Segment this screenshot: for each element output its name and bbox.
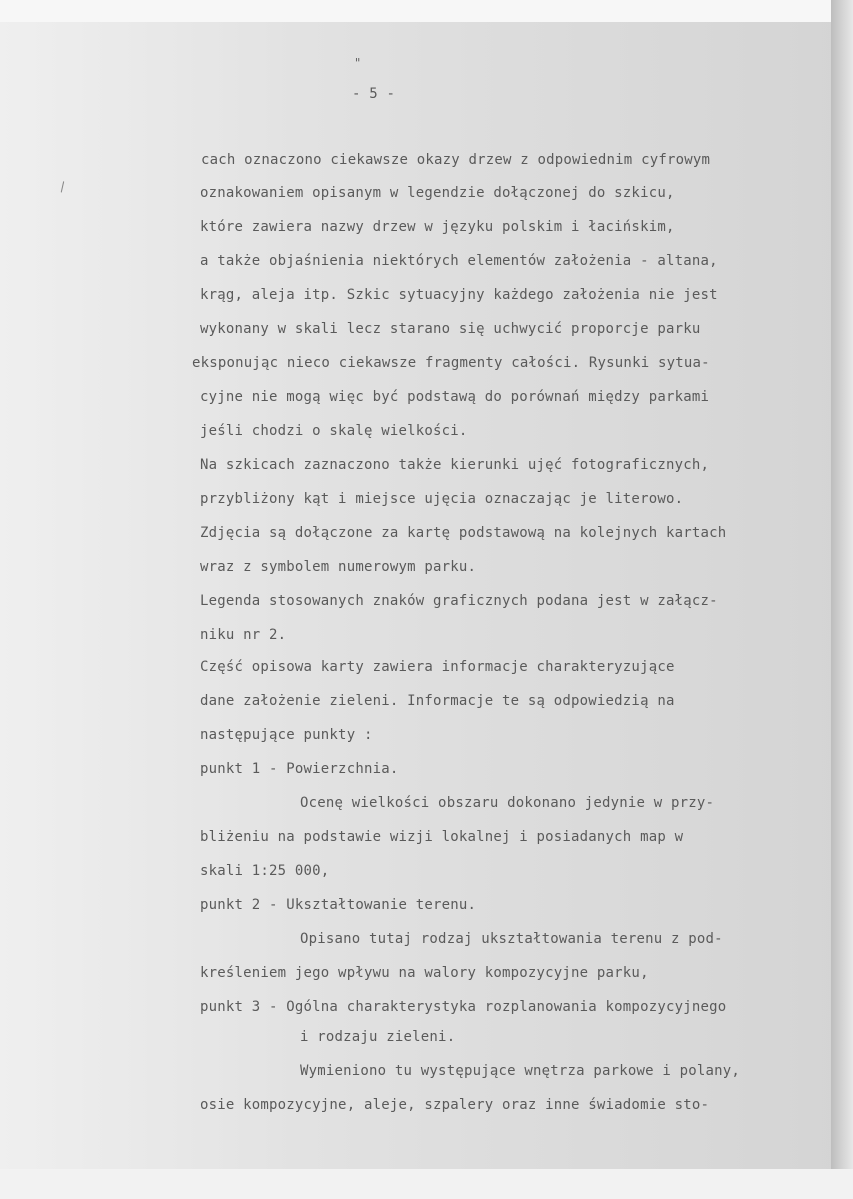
text-line: krąg, aleja itp. Szkic sytuacyjny każdego założenia nie jest bbox=[200, 287, 718, 303]
text-line: Opisano tutaj rodzaj ukształtowania terenu z pod- bbox=[300, 931, 723, 947]
text-line: Zdjęcia są dołączone za kartę podstawową na kolejnych kartach bbox=[200, 525, 727, 541]
text-line: Legenda stosowanych znaków graficznych podana jest w załącz- bbox=[200, 593, 718, 609]
text-line: Ocenę wielkości obszaru dokonano jedynie w przy- bbox=[300, 795, 715, 811]
text-line: cach oznaczono ciekawsze okazy drzew z odpowiednim cyfrowym bbox=[201, 152, 711, 168]
text-line: eksponując nieco ciekawsze fragmenty całości. Rysunki sytua- bbox=[192, 355, 710, 371]
text-line: wraz z symbolem numerowym parku. bbox=[200, 559, 477, 575]
text-line: a także objaśnienia niektórych elementów założenia - altana, bbox=[200, 253, 718, 269]
text-line: cyjne nie mogą więc być podstawą do porównań między parkami bbox=[200, 389, 710, 405]
margin-mark: \ bbox=[56, 179, 68, 196]
text-line: osie kompozycyjne, aleje, szpalery oraz inne świadomie sto- bbox=[200, 1097, 710, 1113]
text-line: wykonany w skali lecz starano się uchwycić proporcje parku bbox=[200, 321, 701, 337]
text-line: i rodzaju zieleni. bbox=[300, 1029, 456, 1045]
page-number: - 5 - bbox=[352, 86, 396, 102]
text-line: punkt 3 - Ogólna charakterystyka rozplanowania kompozycyjnego bbox=[200, 999, 727, 1015]
header-tick-mark: " bbox=[354, 56, 362, 70]
text-line: przybliżony kąt i miejsce ujęcia oznaczając je literowo. bbox=[200, 491, 684, 507]
text-line: które zawiera nazwy drzew w języku polskim i łacińskim, bbox=[200, 219, 675, 235]
text-line: następujące punkty : bbox=[200, 727, 373, 743]
text-line: Część opisowa karty zawiera informacje charakteryzujące bbox=[200, 659, 675, 675]
text-line: Na szkicach zaznaczono także kierunki ujęć fotograficznych, bbox=[200, 457, 710, 473]
text-line: bliżeniu na podstawie wizji lokalnej i posiadanych map w bbox=[200, 829, 684, 845]
text-line: punkt 2 - Ukształtowanie terenu. bbox=[200, 897, 477, 913]
scan-border-right bbox=[831, 0, 853, 1199]
text-line: skali 1:25 000, bbox=[200, 863, 330, 879]
scan-border-top bbox=[0, 0, 853, 22]
text-line: jeśli chodzi o skalę wielkości. bbox=[200, 423, 468, 439]
text-line: dane założenie zieleni. Informacje te są odpowiedzią na bbox=[200, 693, 675, 709]
scan-border-bottom bbox=[0, 1169, 853, 1199]
text-line: niku nr 2. bbox=[200, 627, 287, 643]
text-line: oznakowaniem opisanym w legendzie dołączonej do szkicu, bbox=[200, 185, 675, 201]
text-line: kreśleniem jego wpływu na walory kompozycyjne parku, bbox=[200, 965, 649, 981]
text-line: Wymieniono tu występujące wnętrza parkowe i polany, bbox=[300, 1063, 741, 1079]
text-line: punkt 1 - Powierzchnia. bbox=[200, 761, 399, 777]
